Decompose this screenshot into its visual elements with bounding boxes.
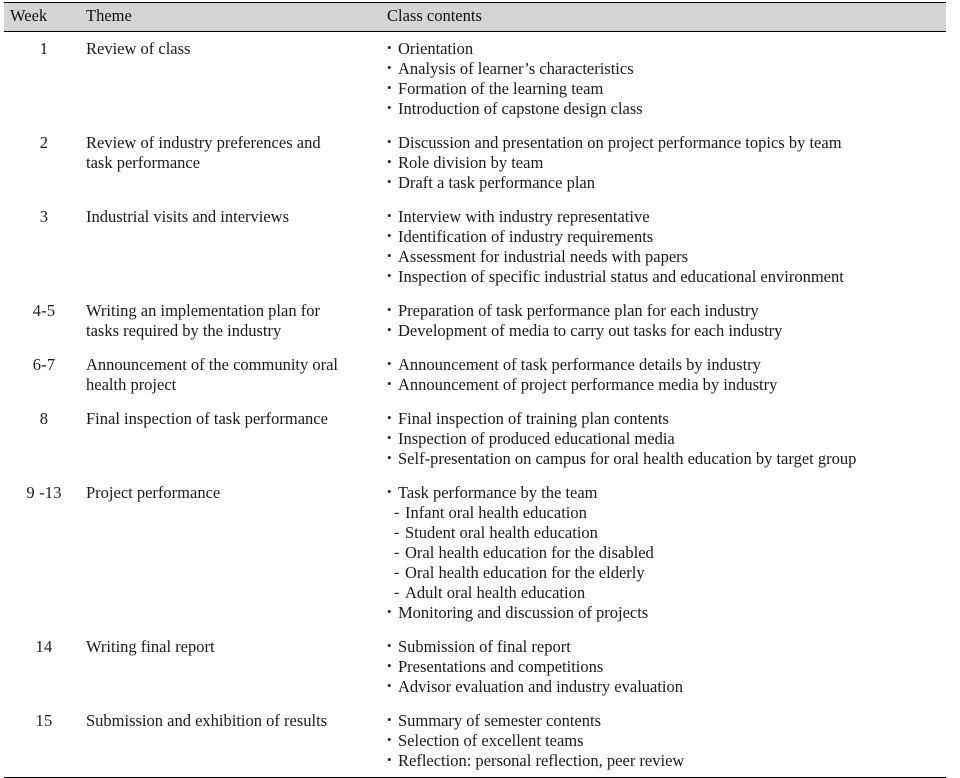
cell-theme [84,476,384,630]
class-contents-list [387,133,946,193]
column-header-theme: Theme [84,3,384,32]
table-body [4,31,946,777]
cell-class-contents [384,348,946,402]
class-contents-item: • Task performance by the team [387,483,946,503]
table-row [4,630,946,704]
table-row [4,476,946,630]
cell-class-contents [384,200,946,294]
cell-week: 4-5 [32,300,56,320]
schedule-table-container [0,2,960,778]
class-contents-subitem: - Oral health education for the disabled [387,543,946,563]
class-contents-item: • Development of media to carry out tasks for each industry [387,321,946,341]
cell-week: 6-7 [32,354,56,374]
theme-line: Submission and exhibition of results [86,710,328,730]
class-contents-item: • Monitoring and discussion of projects [387,603,946,623]
cell-week: 1 [39,38,49,58]
table-row [4,126,946,200]
class-contents-item: • Inspection of produced educational media [387,429,946,449]
cell-theme [84,704,384,778]
cell-theme [84,402,384,476]
class-contents-item: • Analysis of learner’s characteristics [387,59,946,79]
class-contents-item: • Announcement of task performance details by industry [387,355,946,375]
cell-class-contents [384,294,946,348]
table-row [4,294,946,348]
cell-theme [84,31,384,126]
cell-theme [84,126,384,200]
class-contents-item: • Role division by team [387,153,946,173]
theme-line: Writing final report [86,636,215,656]
cell-theme [84,630,384,704]
class-contents-item: • Draft a task performance plan [387,173,946,193]
theme-line: Writing an implementation plan for [86,300,320,320]
class-contents-item: • Reflection: personal reflection, peer review [387,751,946,771]
cell-class-contents [384,630,946,704]
class-contents-list [387,39,946,119]
class-contents-item: • Selection of excellent teams [387,731,946,751]
cell-theme [84,348,384,402]
class-contents-list [387,483,946,623]
theme-line: Review of class [86,38,191,58]
cell-week: 14 [35,636,53,656]
course-schedule-table [4,2,946,778]
table-row [4,704,946,778]
class-contents-item: • Orientation [387,39,946,59]
theme-line: Final inspection of task performance [86,408,328,428]
class-contents-item: • Identification of industry requirements [387,227,946,247]
table-row [4,31,946,126]
table-row [4,402,946,476]
class-contents-item: • Formation of the learning team [387,79,946,99]
class-contents-item: • Announcement of project performance media by industry [387,375,946,395]
class-contents-subitem: - Student oral health education [387,523,946,543]
class-contents-list [387,637,946,697]
class-contents-list [387,711,946,771]
class-contents-item: • Summary of semester contents [387,711,946,731]
cell-week: 3 [39,206,49,226]
cell-class-contents [384,476,946,630]
cell-theme [84,294,384,348]
theme-line: tasks required by the industry [86,320,282,340]
cell-week: 8 [39,408,49,428]
column-header-week: Week [4,3,84,32]
cell-class-contents [384,704,946,778]
class-contents-item: • Interview with industry representative [387,207,946,227]
theme-line: Project performance [86,482,221,502]
class-contents-item: • Inspection of specific industrial status and educational environment [387,267,946,287]
table-row [4,348,946,402]
class-contents-item: • Submission of final report [387,637,946,657]
header-row [4,3,946,32]
cell-week: 2 [39,132,49,152]
theme-line: task performance [86,152,201,172]
theme-line: Announcement of the community oral [86,354,339,374]
cell-week: 9 -13 [26,482,62,502]
class-contents-item: • Advisor evaluation and industry evaluation [387,677,946,697]
class-contents-item: • Presentations and competitions [387,657,946,677]
table-row [4,200,946,294]
theme-line: Review of industry preferences and [86,132,321,152]
column-header-class-contents: Class contents [384,3,946,32]
class-contents-subitem: - Adult oral health education [387,583,946,603]
cell-week: 15 [4,704,84,778]
cell-class-contents [384,402,946,476]
class-contents-list [387,409,946,469]
class-contents-item: • Assessment for industrial needs with papers [387,247,946,267]
class-contents-subitem: - Oral health education for the elderly [387,563,946,583]
class-contents-item: • Introduction of capstone design class [387,99,946,119]
table-header [4,3,946,32]
theme-line: Industrial visits and interviews [86,206,290,226]
class-contents-item: • Discussion and presentation on project performance topics by team [387,133,946,153]
cell-class-contents [384,31,946,126]
class-contents-list [387,301,946,341]
class-contents-list [387,207,946,287]
cell-class-contents [384,126,946,200]
class-contents-list [387,355,946,395]
class-contents-subitem: - Infant oral health education [387,503,946,523]
class-contents-item: • Preparation of task performance plan for each industry [387,301,946,321]
class-contents-item: • Final inspection of training plan contents [387,409,946,429]
class-contents-item: • Self-presentation on campus for oral health education by target group [387,449,946,469]
theme-line: health project [86,374,177,394]
cell-theme [84,200,384,294]
